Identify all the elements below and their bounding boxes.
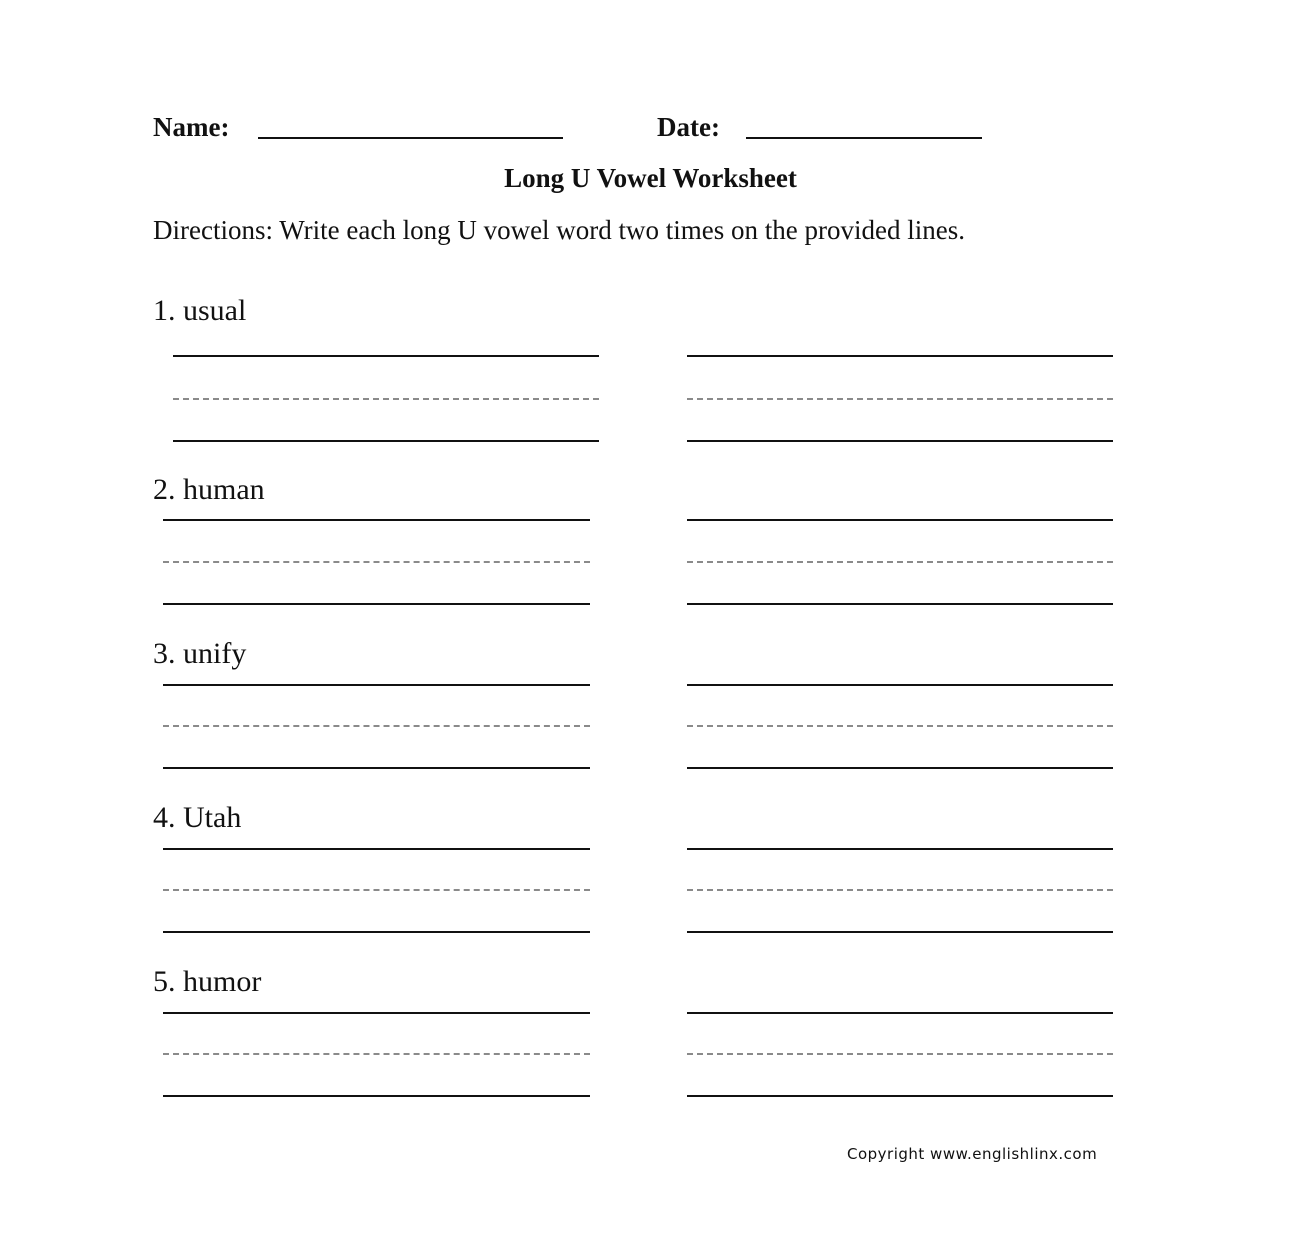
item-label: 3. unify bbox=[153, 637, 247, 670]
write-line-top-left[interactable] bbox=[173, 355, 599, 357]
write-line-bottom-right[interactable] bbox=[687, 931, 1113, 933]
write-line-bottom-left[interactable] bbox=[163, 603, 590, 605]
write-line-top-right[interactable] bbox=[687, 684, 1113, 686]
write-line-bottom-right[interactable] bbox=[687, 440, 1113, 442]
guide-line-mid-left bbox=[163, 561, 590, 563]
write-line-top-left[interactable] bbox=[163, 519, 590, 521]
item-label: 1. usual bbox=[153, 294, 247, 327]
name-label: Name: bbox=[153, 112, 230, 142]
date-label: Date: bbox=[657, 112, 720, 142]
item-label: 4. Utah bbox=[153, 801, 242, 834]
item-label: 2. human bbox=[153, 473, 265, 506]
guide-line-mid-right bbox=[687, 725, 1113, 727]
write-line-top-left[interactable] bbox=[163, 1012, 590, 1014]
write-line-bottom-left[interactable] bbox=[163, 1095, 590, 1097]
worksheet-title: Long U Vowel Worksheet bbox=[504, 163, 797, 193]
write-line-top-right[interactable] bbox=[687, 355, 1113, 357]
write-line-bottom-right[interactable] bbox=[687, 603, 1113, 605]
write-line-bottom-left[interactable] bbox=[163, 767, 590, 769]
write-line-top-right[interactable] bbox=[687, 848, 1113, 850]
guide-line-mid-right bbox=[687, 398, 1113, 400]
write-line-top-right[interactable] bbox=[687, 519, 1113, 521]
copyright-text: Copyright www.englishlinx.com bbox=[847, 1145, 1098, 1163]
guide-line-mid-right bbox=[687, 1053, 1113, 1055]
write-line-bottom-right[interactable] bbox=[687, 1095, 1113, 1097]
write-line-bottom-left[interactable] bbox=[173, 440, 599, 442]
item-label: 5. humor bbox=[153, 965, 262, 998]
guide-line-mid-right bbox=[687, 561, 1113, 563]
guide-line-mid-left bbox=[163, 725, 590, 727]
guide-line-mid-right bbox=[687, 889, 1113, 891]
guide-line-mid-left bbox=[163, 1053, 590, 1055]
guide-line-mid-left bbox=[163, 889, 590, 891]
directions-text: Directions: Write each long U vowel word two times on the provided lines. bbox=[153, 215, 965, 245]
write-line-top-right[interactable] bbox=[687, 1012, 1113, 1014]
write-line-top-left[interactable] bbox=[163, 848, 590, 850]
date-write-line[interactable] bbox=[746, 137, 982, 139]
write-line-bottom-left[interactable] bbox=[163, 931, 590, 933]
name-write-line[interactable] bbox=[258, 137, 563, 139]
write-line-bottom-right[interactable] bbox=[687, 767, 1113, 769]
write-line-top-left[interactable] bbox=[163, 684, 590, 686]
guide-line-mid-left bbox=[173, 398, 599, 400]
